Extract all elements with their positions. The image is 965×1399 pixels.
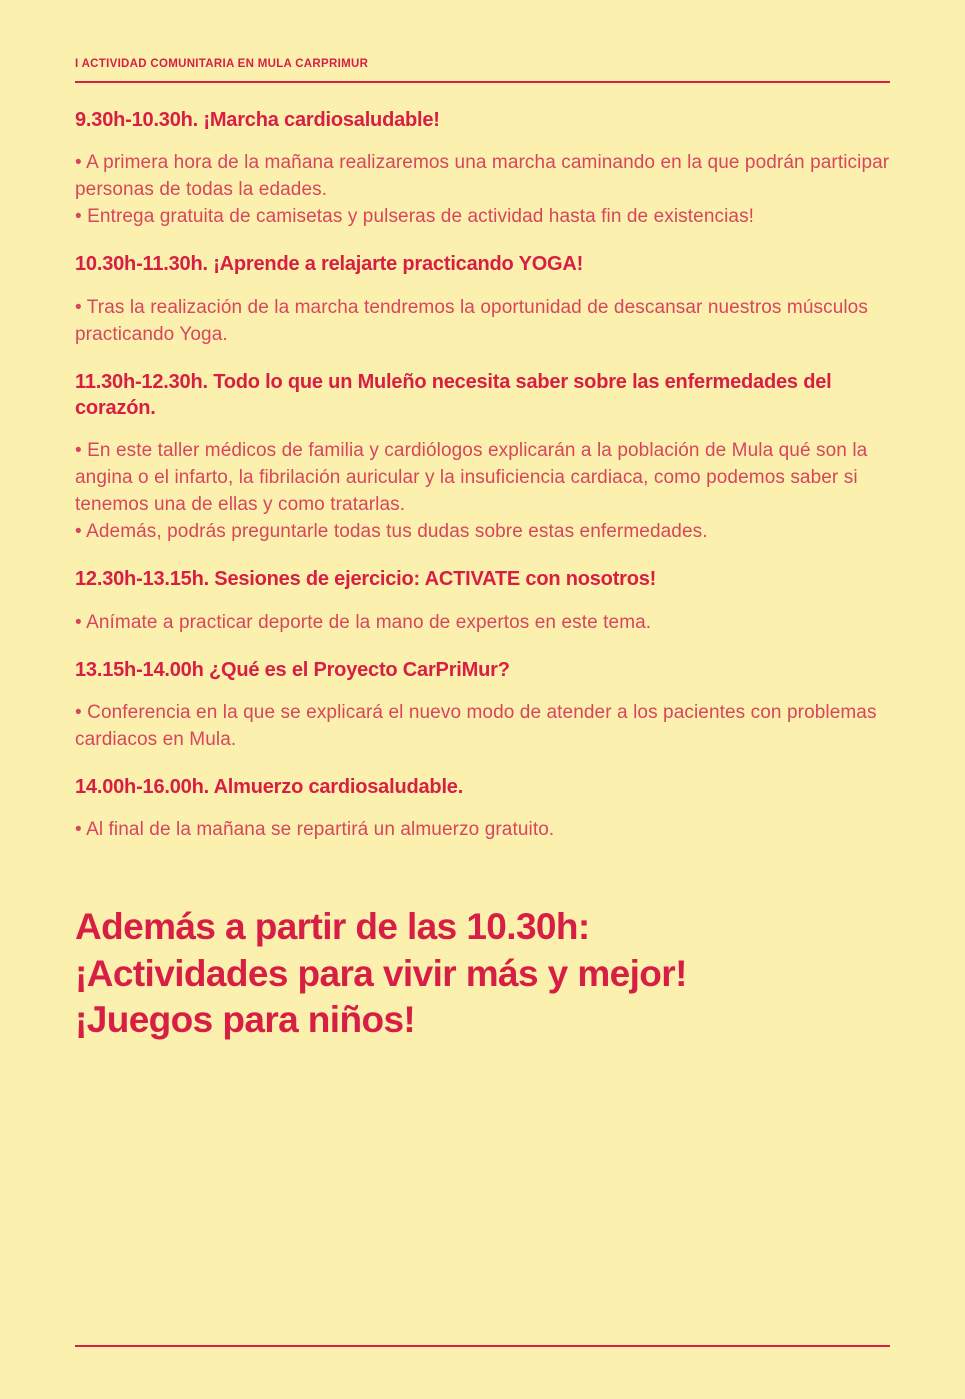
schedule-item-bullet: • En este taller médicos de familia y cardiólogos explicarán a la población de Mula qué son la angina o el infarto, la fibrilación auricular y la insuficiencia cardiaca, como podemos saber si tenemos una de ellas y como tratarlas. <box>75 440 868 516</box>
schedule-item-bullet: • Al final de la mañana se repartirá un almuerzo gratuito. <box>75 819 555 841</box>
schedule-list <box>75 83 890 1043</box>
schedule-item-title: 13.15h-14.00h ¿Qué es el Proyecto CarPriMur? <box>75 658 510 681</box>
section-spacer <box>75 864 890 904</box>
schedule-item-title: 14.00h-16.00h. Almuerzo cardiosaludable. <box>75 775 464 798</box>
schedule-item-title: 11.30h-12.30h. Todo lo que un Muleño necesita saber sobre las enfermedades del corazón. <box>75 370 832 420</box>
schedule-item <box>75 566 890 636</box>
schedule-item-title: 10.30h-11.30h. ¡Aprende a relajarte practicando YOGA! <box>75 253 584 276</box>
schedule-item <box>75 657 890 754</box>
schedule-item <box>75 369 890 547</box>
schedule-item <box>75 107 890 231</box>
closing-line-3: ¡Juegos para niños! <box>75 998 416 1040</box>
schedule-item-bullet: • Entrega gratuita de camisetas y pulseras de actividad hasta fin de existencias! <box>75 206 755 228</box>
schedule-item <box>75 251 890 348</box>
schedule-item-bullet: • Tras la realización de la marcha tendremos la oportunidad de descansar nuestros músculos practicando Yoga. <box>75 296 868 345</box>
schedule-item-bullet: • A primera hora de la mañana realizaremos una marcha caminando en la que podrán participar personas de todas la edades. <box>75 152 890 201</box>
schedule-item <box>75 774 890 844</box>
footer-divider <box>75 1345 890 1347</box>
closing-statement <box>75 904 890 1043</box>
schedule-item-bullet: • Anímate a practicar deporte de la mano de expertos en este tema. <box>75 611 652 633</box>
closing-line-1: Además a partir de las 10.30h: <box>75 906 590 948</box>
schedule-item-bullet: • Conferencia en la que se explicará el nuevo modo de atender a los pacientes con problemas cardiacos en Mula. <box>75 702 877 750</box>
schedule-item-title: 9.30h-10.30h. ¡Marcha cardiosaludable! <box>75 109 440 131</box>
closing-line-2: ¡Actividades para vivir más y mejor! <box>75 952 687 994</box>
page-header: I ACTIVIDAD COMUNITARIA EN MULA CARPRIMUR <box>75 58 369 70</box>
schedule-item-title: 12.30h-13.15h. Sesiones de ejercicio: ACTIVATE con nosotros! <box>75 568 657 591</box>
schedule-item-bullet: • Además, podrás preguntarle todas tus dudas sobre estas enfermedades. <box>75 521 708 543</box>
